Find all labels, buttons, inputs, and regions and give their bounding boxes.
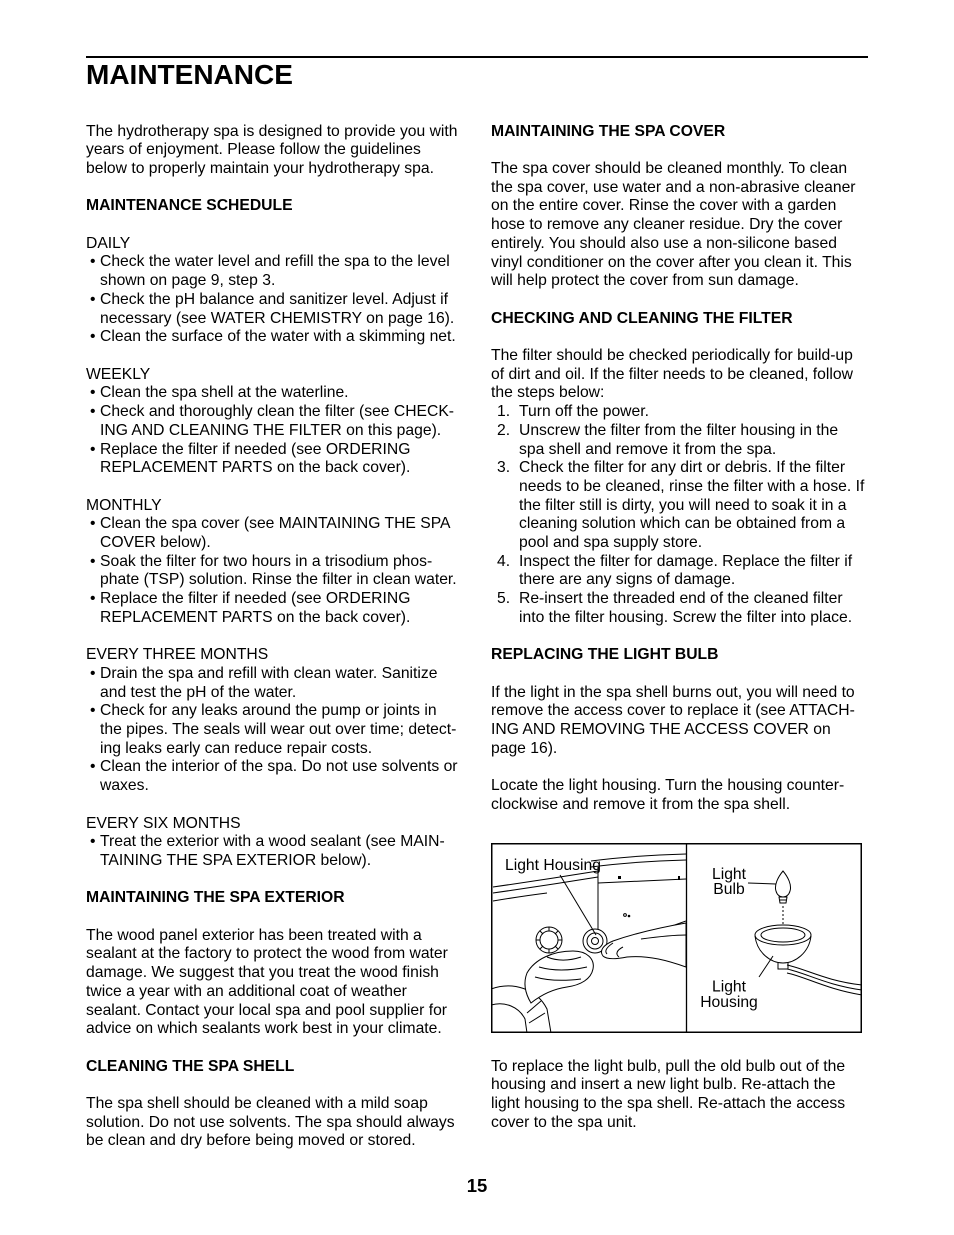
list-item <box>86 403 464 440</box>
list-item-text: Drain the spa and refill with clean water. Sanitize and test the pH of the water. <box>100 664 438 701</box>
schedule-weekly <box>86 366 464 478</box>
list-item <box>86 553 464 590</box>
light-bulb-heading: REPLACING THE LIGHT BULB <box>491 646 719 664</box>
step-number: 1. <box>497 403 511 421</box>
every-three-months-bullet-list <box>86 665 464 796</box>
schedule-label-daily: DAILY <box>86 234 131 252</box>
schedule-daily <box>86 235 464 347</box>
maintenance-schedule-heading: MAINTENANCE SCHEDULE <box>86 197 293 215</box>
step-text: Check the filter for any dirt or debris. If the filter needs to be cleaned, rinse the filter with a hose. If the filter still is dirty, you will need to soak it in a cleaning solution which can be obtained from a pool and spa supply store. <box>519 459 865 552</box>
light-bulb-icon <box>775 871 790 903</box>
step-number: 2. <box>497 421 511 439</box>
schedule-every-six-months <box>86 815 464 871</box>
list-item-text: Check and thoroughly clean the filter (see CHECK- ING AND CLEANING THE FILTER on this page). <box>100 403 455 439</box>
bulb-housing-drawing <box>748 871 862 995</box>
left-column <box>86 123 464 1152</box>
list-item <box>86 833 464 870</box>
list-item <box>86 253 464 290</box>
list-item <box>86 291 464 328</box>
bullet: • <box>90 702 96 720</box>
bullet: • <box>90 552 96 570</box>
bullet: • <box>90 590 96 608</box>
panel-mark <box>618 876 621 879</box>
shell-contour-line <box>493 893 547 901</box>
list-item <box>86 590 464 627</box>
list-item-text: Replace the filter if needed (see ORDERING REPLACEMENT PARTS on the back cover). <box>100 590 411 626</box>
spa-exterior-heading: MAINTAINING THE SPA EXTERIOR <box>86 889 345 907</box>
housing-label-line-1: Light <box>711 978 747 996</box>
list-item-text: Clean the interior of the spa. Do not use solvents or waxes. <box>100 758 458 795</box>
bulb-label-line-1: Light <box>711 866 747 883</box>
list-item <box>86 328 464 347</box>
list-item-text: Clean the surface of the water with a skimming net. <box>100 328 456 346</box>
bullet: • <box>90 758 96 776</box>
daily-bullet-list <box>86 253 464 347</box>
bulb-label-line-2: Bulb <box>713 881 745 898</box>
schedule-label-every-three-months: EVERY THREE MONTHS <box>86 646 269 664</box>
housing-leader-line <box>759 956 773 977</box>
light-housing-figure <box>491 843 862 1033</box>
step-text: Unscrew the filter from the filter housing in the spa shell and remove it from the spa. <box>519 421 839 458</box>
list-item-text: Soak the filter for two hours in a trisodium phos- phate (TSP) solution. Rinse the filter in clean water. <box>100 552 457 589</box>
step-text: Inspect the filter for damage. Replace the filter if there are any signs of damage. <box>519 552 853 589</box>
spa-shell-drawing <box>491 854 686 1033</box>
list-item-text: Clean the spa shell at the waterline. <box>100 384 349 402</box>
spa-cover-heading: MAINTAINING THE SPA COVER <box>491 122 726 140</box>
shell-lip-line <box>591 854 686 861</box>
bullet: • <box>90 833 96 851</box>
list-item-text: Check the water level and refill the spa to the level shown on page 9, step 3. <box>100 253 450 290</box>
page-title: MAINTENANCE <box>86 59 293 90</box>
list-item <box>86 758 464 795</box>
spa-shell-heading: CLEANING THE SPA SHELL <box>86 1057 295 1075</box>
light-bulb-paragraph-2: Locate the light housing. Turn the housing counter- clockwise and remove it from the spa shell. <box>491 777 845 813</box>
figure-illustration <box>491 843 862 1033</box>
light-housing-icon <box>755 925 811 969</box>
step-item <box>491 403 875 422</box>
right-column <box>491 123 875 815</box>
schedule-label-weekly: WEEKLY <box>86 365 151 383</box>
light-housing-label: Light Housing <box>505 857 601 874</box>
step-number: 5. <box>497 590 511 608</box>
monthly-bullet-list <box>86 515 464 627</box>
light-bulb-paragraph-3: To replace the light bulb, pull the old bulb out of the housing and insert a new light bulb. Re-attach the light housing to the spa shell. Re-attach the access cover to the spa unit. <box>491 1057 846 1131</box>
step-text: Turn off the power. <box>519 403 649 421</box>
bullet: • <box>90 515 96 533</box>
threaded-fitting-icon <box>536 927 562 953</box>
page-number: 15 <box>466 1175 488 1196</box>
list-item <box>86 441 464 478</box>
access-panel-edge <box>598 879 686 883</box>
spa-shell-paragraph: The spa shell should be cleaned with a mild soap solution. Do not use solvents. The spa should always be clean and dry before being moved or stored. <box>86 1095 455 1150</box>
list-item-text: Replace the filter if needed (see ORDERING REPLACEMENT PARTS on the back cover). <box>100 440 411 477</box>
list-item-text: Clean the spa cover (see MAINTAINING THE SPA COVER below). <box>100 515 451 551</box>
schedule-monthly <box>86 497 464 628</box>
list-item <box>86 515 464 552</box>
panel-mark <box>678 876 680 880</box>
list-item <box>86 665 464 702</box>
bullet: • <box>90 290 96 308</box>
step-number: 3. <box>497 459 511 477</box>
every-six-months-bullet-list <box>86 833 464 870</box>
list-item-text: Treat the exterior with a wood sealant (see MAIN- TAINING THE SPA EXTERIOR below). <box>100 833 445 869</box>
bullet: • <box>90 403 96 421</box>
filter-intro-paragraph: The filter should be checked periodically for build-up of dirt and oil. If the filter needs to be cleaned, follow the steps below: <box>491 346 853 402</box>
spa-exterior-paragraph: The wood panel exterior has been treated with a sealant at the factory to protect the wood from water damage. We suggest that you treat the wood finish twice a year with an additional coat of weather sealant. Contact your local spa and pool supplier for advice on which sealants work best in your climate. <box>86 926 448 1038</box>
step-item <box>491 459 875 553</box>
panel-mark <box>624 914 627 917</box>
bullet: • <box>90 253 96 271</box>
list-item <box>86 384 464 403</box>
step-item <box>491 553 875 590</box>
step-number: 4. <box>497 552 511 570</box>
power-cord-drawing <box>787 965 862 995</box>
panel-mark <box>628 915 630 917</box>
housing-label-line-2: Housing <box>700 994 758 1011</box>
spa-cover-paragraph: The spa cover should be cleaned monthly. To clean the spa cover, use water and a non-abrasive cleaner on the entire cover. Rinse the cover with a garden hose to remove any cleaner residue. Dry the cover entirely. You should also use a non-silicone based vinyl conditioner on the cover after you clean it. This will help protect the cover from sun damage. <box>491 159 856 290</box>
shell-lip-line <box>591 860 686 867</box>
weekly-bullet-list <box>86 384 464 478</box>
list-item-text: Check the pH balance and sanitizer level. Adjust if necessary (see WATER CHEMISTRY on page 16). <box>100 290 455 327</box>
light-bulb-paragraph-1: If the light in the spa shell burns out, you will need to remove the access cover to replace it (see ATTACH- ING AND REMOVING THE ACCESS COVER on page 16). <box>491 683 855 757</box>
schedule-label-monthly: MONTHLY <box>86 496 162 514</box>
right-arm-drawing <box>601 923 686 967</box>
intro-paragraph: The hydrotherapy spa is designed to provide you with years of enjoyment. Please follow the guidelines below to properly maintain your hydrotherapy spa. <box>86 122 458 177</box>
bullet: • <box>90 664 96 682</box>
schedule-every-three-months <box>86 646 464 796</box>
filter-heading: CHECKING AND CLEANING THE FILTER <box>491 309 793 327</box>
step-item <box>491 590 875 627</box>
schedule-label-every-six-months: EVERY SIX MONTHS <box>86 814 241 832</box>
bullet: • <box>90 328 96 346</box>
light-housing-leader-line <box>560 875 596 935</box>
bullet: • <box>90 440 96 458</box>
step-item <box>491 422 875 459</box>
bulb-leader-line <box>748 883 776 884</box>
bullet: • <box>90 384 96 402</box>
filter-steps-list <box>491 403 875 627</box>
list-item-text: Check for any leaks around the pump or joints in the pipes. The seals will wear out over time; detect- ing leaks early can reduce repair costs. <box>100 702 457 757</box>
step-text: Re-insert the threaded end of the cleaned filter into the filter housing. Screw the filter into place. <box>519 590 853 626</box>
left-hand-drawing <box>525 951 593 1003</box>
list-item <box>86 702 464 758</box>
